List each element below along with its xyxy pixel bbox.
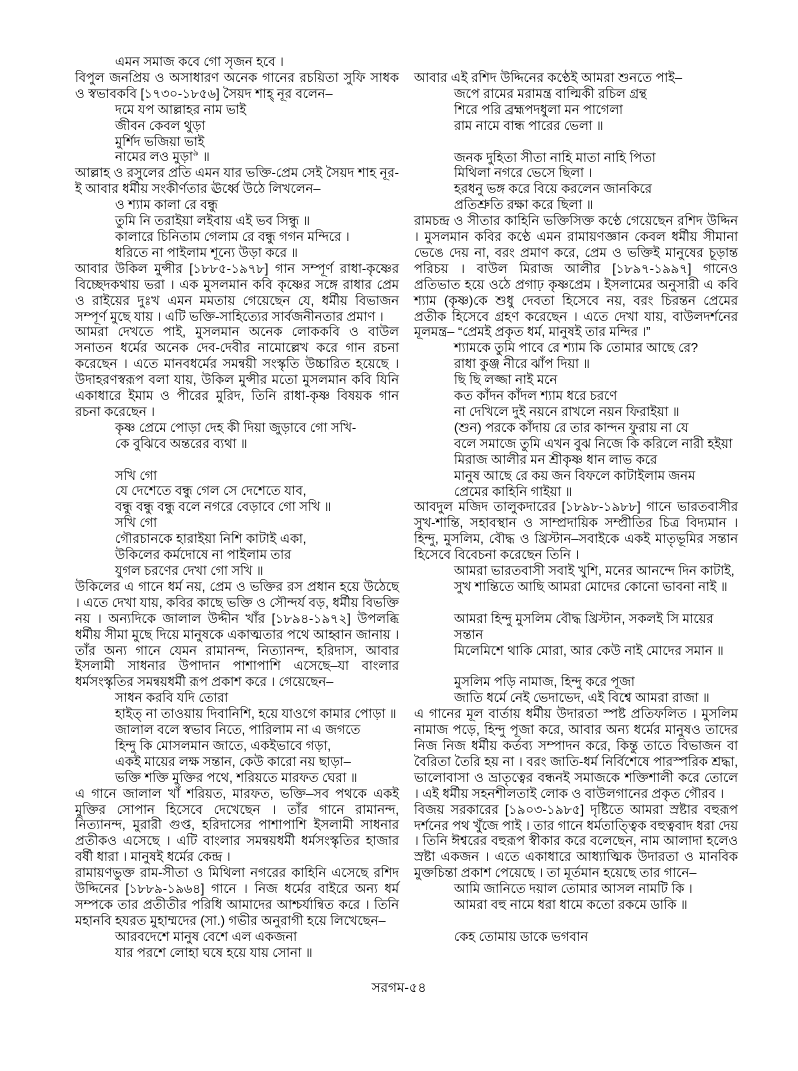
verse-line: জাতি ধর্মে নেই ভেদাভেদ, এই বিশ্বে আমরা রাজা ॥ [454,690,710,706]
verse-line: হরধনু ভঙ্গ করে বিয়ে করলেন জানকিরে [454,181,652,197]
verse-line: রাম নামে বান্ধ পারের ভেলা ॥ [454,117,604,133]
verse-line: মুর্শিদ ভজিয়া ভাই [115,133,205,149]
paragraph: উকিলের এ গানে ধর্ম নয়, প্রেম ও ভক্তির রস প্রধান হয়ে উঠেছে । এতে দেখা যায়, কবির কাছে ভক্তি ও সৌন্দর্য বড়, ধর্মীয় বিভক্তি নয় । অন্যদিকে জালাল উদ্দীন খাঁর [১৮৯৪-১৯৭২] উপলব্ধি ধর্মীয় সীমা মুছে দিয়ে মানুষকে একাত্মতার পথে আহ্বান জানায় । তাঁর অন্য গানে যেমন রামানন্দ, নিত্যানন্দ, হরিদাস, আবার ইসলামী সাধনার উপাদান পাশাপাশি এসেছে–যা বাংলার ধর্মসংস্কৃতির সমন্বয়ধর্মী রূপ প্রকাশ করে । গেয়েছেন– [75,578,399,690]
verse-line: প্রেমের কাহিনি গাইয়া ॥ [454,483,573,499]
verse-line: আমরা ভারতবাসী সবাই খুশি, মনের আনন্দে দিন কাটাই, [454,563,735,579]
paragraph: আবার এই রশিদ উদ্দিনের কণ্ঠেই আমরা শুনতে পাই– [414,70,683,85]
verse-line: জনক দুহিতা সীতা নাহি মাতা নাহি পিতা [454,149,656,165]
verse-line: তুমি নি তরাইয়া লইবায় এই ভব সিন্ধু ॥ [115,213,310,229]
verse-line: কেহ তোমায় ডাকে ভগবান [454,928,589,944]
footnote-marker: ৯ [192,148,199,159]
verse-gap [454,913,738,929]
paragraph: রামচন্দ্র ও সীতার কাহিনি ভক্তিসিক্ত কণ্ঠে গেয়েছেন রশিদ উদ্দিন । মুসলমান কবির কণ্ঠে এমন রামায়ণজ্ঞান কেবল ধর্মীয় সীমানা ভেঙে দেয় না, বরং প্রমাণ করে, প্রেম ও ভক্তিই মানুষের চূড়ান্ত পরিচয় । বাউল মিরাজ আলীর [১৮৯৭-১৯৯৭] গানেও প্রতিভাত হয়ে ওঠে প্রগাঢ় কৃষ্ণপ্রেম । ইসলামের অনুসারী এ কবি শ্যাম (কৃষ্ণ)কে শুধু দেবতা হিসেবে নয়, বরং চিরন্তন প্রেমের প্রতীক হিসেবে গ্রহণ করেছেন । এতে দেখা যায়, বাউলদর্শনের মূলমন্ত্র– “প্রেমই প্রকৃত ধর্ম, মানুষই তার মন্দির ।” [414,213,738,340]
verse-line: রাধা কুঞ্জ নীরে ঝাঁপ দিয়া ॥ [454,356,590,372]
paragraph: আবদুল মজিদ তালুকদারের [১৮৯৮-১৯৮৮] গানে ভারতবাসীর সুখ-শান্তি, সহাবস্থান ও সাম্প্রদায়িক সম্প্রীতির চিত্র বিদ্যমান । হিন্দু, মুসলিম, বৌদ্ধ ও খ্রিস্টান–সবাইকে একই মাতৃভূমির সন্তান হিসেবে বিবেচনা করেছেন তিনি । [414,499,738,563]
verse-block [454,563,738,706]
paragraph: এ গানের মূল বার্তায় ধর্মীয় উদারতা স্পষ্ট প্রতিফলিত । মুসলিম নামাজ পড়ে, হিন্দু পূজা করে, আবার অন্য ধর্মের মানুষও তাদের নিজ নিজ ধর্মীয় কর্তব্য সম্পাদন করে, কিন্তু তাতে বিভাজন বা বৈরিতা তৈরি হয় না । বরং জাতি-ধর্ম নির্বিশেষে পারস্পরিক শ্রদ্ধা, ভালোবাসা ও ভ্রাতৃত্বের বন্ধনই সমাজকে শক্তিশালী করে তোলে । এই ধর্মীয় সহনশীলতাই লোক ও বাউলগানের প্রকৃত গৌরব । [414,706,738,801]
verse-line: জপে রামের মরামন্ত্র বাল্মিকী রচিল গ্রন্থ [454,85,647,101]
verse-line: বন্ধু বন্ধু বন্ধু বলে নগরে বেড়াবে গো সখি ॥ [115,499,332,515]
verse-line: মুসলিম পড়ি নামাজ, হিন্দু করে পূজা [454,674,635,690]
verse-line: জীবন কেবল থুড়া [115,117,206,133]
text-columns [75,54,738,961]
verse-block [115,690,399,785]
paragraph: আবার উকিল মুন্সীর [১৮৮৫-১৯৭৮] গান সম্পূর্ণ রাধা-কৃষ্ণের বিচ্ছেদকথায় ভরা । এক মুসলমান কবি কৃষ্ণের সঙ্গে রাধার প্রেম ও রাইয়ের দুঃখ এমন মমতায় গেয়েছেন যে, ধর্মীয় বিভাজন সম্পূর্ণ মুছে যায় । এটি ভক্তি-সাহিত্যের সার্বজনীনতার প্রমাণ । [75,260,399,324]
verse-line: শিরে পরি ব্রহ্মপদধুলা মন পাগেলা [454,101,623,117]
verse-line: একই মায়ের লক্ষ সন্তান, কেউ কারো নয় ছাড়া– [115,753,351,769]
verse-line: বলে সমাজে তুমি এখন বুঝ নিজে কি করিলে নারী হইয়া [454,435,733,451]
verse-line: কত কাঁদন কাঁদল শ্যাম ধরে চরণে [454,388,618,404]
verse-line: গৌরচানকে হারাইয়া নিশি কাটাই একা, [115,531,307,547]
verse-line: আমরা হিন্দু মুসলিম বৌদ্ধ খ্রিস্টান, সকলই সি মায়ের সন্তান [454,610,714,642]
verse-line: ও শ্যাম কালা রে বন্ধু [115,197,218,213]
verse-line: কালারে চিনিতাম গেলাম রে বন্ধু গগন মন্দিরে । [115,228,350,244]
paragraph: আমরা দেখতে পাই, মুসলমান অনেক লোককবি ও বাউল সনাতন ধর্মের অনেক দেব-দেবীর নামোল্লেখ করে গান রচনা করেছেন । এতে মানবধর্মের সমন্বয়ী সংস্কৃতি উচ্চারিত হয়েছে । উদাহরণস্বরূপ বলা যায়, উকিল মুন্সীর মতো মুসলমান কবি যিনি একাধারে ইমাম ও পীরের মুরিদ, তিনি রাধা-কৃষ্ণ বিষয়ক গান রচনা করেছেন । [75,324,399,419]
verse-block [454,340,738,499]
paragraph: রামায়ণভুক্ত রাম-সীতা ও মিথিলা নগরের কাহিনি এসেছে রশিদ উদ্দিনের [১৮৮৯-১৯৬৪] গানে । নিজ ধর্মের বাইরে অন্য ধর্ম সম্পকে তার প্রতীতীর পরিধি আমাদের আশ্চর্যান্বিত করে । তিনি মহানবি হযরত মুহাম্মদের (সা.) গভীর অনুরাগী হয়ে লিখেছেন– [75,865,399,928]
verse-line: (শুন) পরকে কাঁদায় রে তার কান্দন ফুরায় না যে [454,419,689,435]
paragraph: বিজয় সরকারের [১৯০৩-১৯৮৫] দৃষ্টিতে আমরা স্রষ্টার বহুরূপ দর্শনের পথ খুঁজে পাই । তার গানে ধর্মতাত্ত্বিক বহুত্ববাদ ধরা দেয় । তিনি ঈশ্বরের বহুরূপ স্বীকার করে বলেছেন, নাম আলাদা হলেও স্রষ্টা একজন । এতে একাধারে আধ্যাত্মিক উদারতা ও মানবিক মুক্তচিন্তা প্রকাশ পেয়েছে । তা মূর্তমান হয়েছে তার গানে– [414,801,738,881]
page-footer: সরগম-৫৪ [371,980,427,995]
verse-line: দমে যপ আল্লাহর নাম ভাই [115,101,247,117]
right-column [414,54,738,961]
verse-line: মিলেমিশে থাকি মোরা, আর কেউ নাই মোদের সমান ॥ [454,642,724,658]
verse-line: সুখ শান্তিতে আছি আমরা মোদের কোনো ভাবনা নাই ॥ [454,578,728,594]
verse-line: হিন্দু কি মোসলমান জাতে, একইভাবে গড়া, [115,737,331,753]
verse-gap [454,134,738,150]
paragraph: বিপুল জনপ্রিয় ও অসাধারণ অনেক গানের রচয়িতা সুফি সাধক ও স্বভাবকবি [১৭৩০-১৮৫৬] সৈয়দ শাহ্ নূর বলেন– [75,69,399,101]
verse-gap [115,452,399,468]
verse-line: ভক্তি শক্তি মুক্তির পথে, শরিয়তে মারফত ঘেরা ॥ [115,769,358,785]
verse-line: সখি গো [115,467,158,483]
verse-block [115,54,399,70]
verse-line: মানুষ আছে রে কয় জন বিফলে কাটাইলাম জনম [454,467,696,483]
verse-line: কে বুঝিবে অন্তরের ব্যথা ॥ [115,435,248,451]
verse-line: যুগল চরণের দেখা গো সখি ॥ [115,562,264,578]
verse-line: শ্যামকে তুমি পাবে রে শ্যাম কি তোমার আছে রে? [454,340,698,356]
verse-line: উকিলের কর্মদোষে না পাইলাম তার [115,547,292,563]
verse-line: ছি ছি লজ্জা নাই মনে [454,372,558,388]
verse-block [115,420,399,579]
verse-line: প্রতিশ্রুতি রক্ষা করে ছিলা ॥ [454,197,594,213]
verse-block [115,929,399,961]
verse-line: সখি গো [115,515,158,531]
verse-line: না দেখিলে দুই নয়নে রাখলে নয়ন ফিরাইয়া ॥ [454,404,680,420]
verse-line: সাধন করবি যদি তোরা [115,690,229,706]
verse-line: মিথিলা নগরে ভেসে ছিলা । [454,165,593,181]
paragraph: আল্লাহ ও রসুলের প্রতি এমন যার ভক্তি-প্রেম সেই সৈয়দ শাহ নূর-ই আবার ধর্মীয় সংকীর্ণতার ঊর্ধ্বে উঠে লিখলেন– [75,165,399,197]
verse-gap [454,659,738,675]
verse-line: আমি জানিতে দয়াল তোমার আসল নামটি কি । [454,881,693,897]
verse-line: যে দেশেতে বন্ধু গেল সে দেশেতে যাব, [115,483,307,499]
verse-line: যার পরশে লোহা ঘষে হয়ে যায় সোনা ॥ [115,944,313,960]
verse-line: মিরাজ আলীর মন শ্রীকৃষ্ণ ধান লাভ করে [454,451,658,467]
left-column [75,54,399,961]
verse-gap [454,595,738,611]
verse-line: আমরা বহু নামে ধরা ধামে কতো রকমে ডাকি ॥ [454,897,688,913]
verse-block [115,102,399,166]
verse-line: কৃষ্ণ প্রেমে পোড়া দেহ কী দিয়া জুড়াবে গো সখি- [115,419,357,435]
verse-line: ধরিতে না পাইলাম শূন্যে উড়া করে ॥ [115,244,298,260]
verse-line: জালাল বলে স্বভাব নিতে, পারিলাম না এ জগতে [115,722,361,738]
verse-block [454,86,738,213]
verse-block [454,881,738,945]
verse-block [115,197,399,261]
verse-line: এমন সমাজ কবে গো সৃজন হবে । [115,54,284,69]
paragraph: এ গানে জালাল খাঁ শরিয়ত, মারফত, ভক্তি–সব পথকে একই মুক্তির সোপান হিসেবে দেখেছেন । তাঁর গানে রামানন্দ, নিত্যানন্দ, মুরারী গুপ্ত, হরিদাসের পাশাপাশি ইসলামী সাধনার প্রতীকও এসেছে । এটি বাংলার সমন্বয়ধর্মী ধর্মসংস্কৃতির হাজার বর্ষী ধারা । মানুষই ধর্মের কেন্দ্র । [75,785,399,865]
verse-line: নামের লও মুড়া$^৯$ ॥ [115,148,210,165]
verse-line: হাইত্ না তাওয়ায় দিবানিশি, হয়ে যাওগে কামার পোড়া ॥ [115,706,397,722]
verse-line: আরবদেশে মানুষ বেশে এল একজনা [115,928,298,944]
